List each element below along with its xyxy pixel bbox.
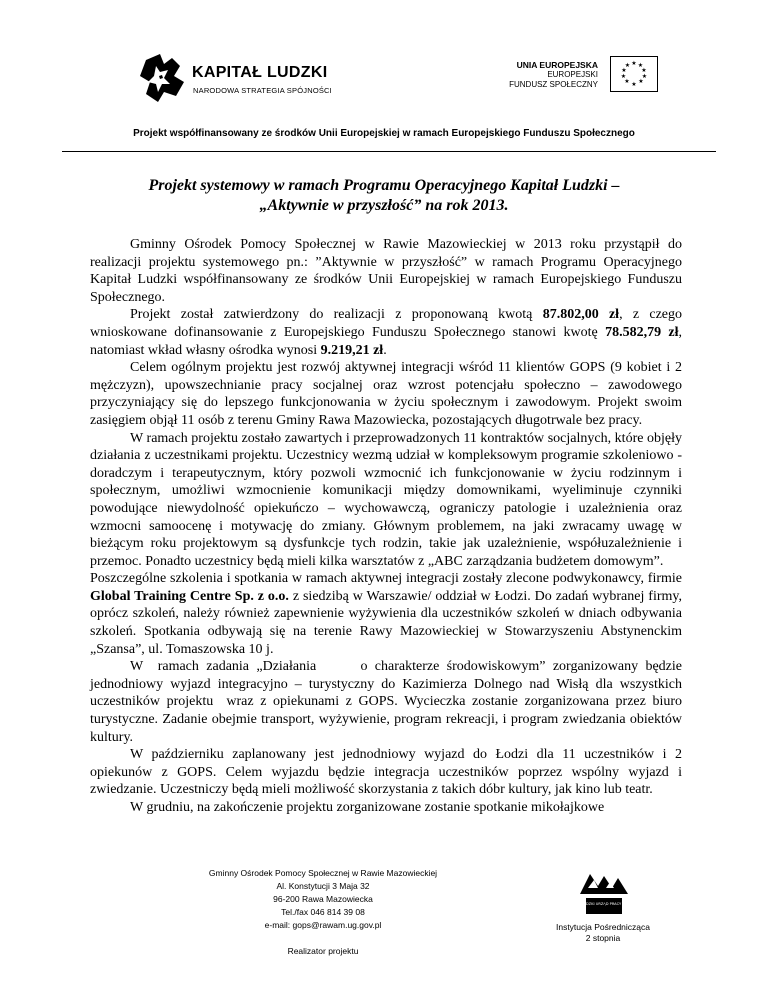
eu-text-block bbox=[509, 60, 598, 90]
wup-lodz-logo bbox=[569, 866, 639, 918]
title-line-1: Projekt systemowy w ramach Programu Operacyjnego Kapitał Ludzki – bbox=[148, 177, 620, 194]
paragraph-intro: Gminny Ośrodek Pomocy Społecznej w Rawie Mazowieckiej w 2013 roku przystąpił do realizacji projektu systemowego pn.: ”Aktywnie w przyszłość” w ramach Programu Operacyjnego Kapitał Ludzki współfinansowany ze środków Unii Europejskiej w ramach Europejskiego Funduszu Społecznego. bbox=[90, 237, 682, 305]
svg-text:★: ★ bbox=[620, 73, 627, 80]
trainings-text-a: Poszczególne szkolenia i spotkania w ramach aktywnej integracji zostały zlecone podwykonawcy, firmie bbox=[90, 571, 682, 587]
eu-line-2: EUROPEJSKI bbox=[547, 70, 598, 79]
svg-text:★: ★ bbox=[637, 62, 644, 69]
footer-city: 96-200 Rawa Mazowiecka bbox=[273, 894, 373, 904]
svg-text:★: ★ bbox=[631, 81, 637, 88]
header-divider bbox=[62, 151, 716, 152]
footer-email: e-mail: gops@rawam.ug.gov.pl bbox=[264, 920, 382, 930]
eu-line-3: FUNDUSZ SPOŁECZNY bbox=[509, 80, 598, 89]
document-body bbox=[90, 236, 686, 817]
svg-text:★: ★ bbox=[631, 60, 637, 67]
footer-street: Al. Konstytucji 3 Maja 32 bbox=[276, 881, 370, 891]
amount-total: 87.802,00 zł bbox=[542, 307, 620, 323]
funding-text-a: Projekt został zatwierdzony do realizacji z proponowaną kwotą bbox=[130, 307, 543, 323]
paragraph-funding bbox=[90, 306, 682, 359]
svg-text:★: ★ bbox=[638, 78, 644, 85]
instytucja-line-1: Instytucja Pośrednicząca bbox=[555, 922, 651, 932]
svg-text:★: ★ bbox=[641, 73, 648, 80]
funding-text-d: . bbox=[383, 342, 387, 358]
cofinanced-note: Projekt współfinansowany ze środków Unii Europejskiej w ramach Europejskiego Funduszu Społecznego bbox=[133, 128, 635, 139]
paragraph-trip-kazimierz: W ramach zadania „Działania o charakterze środowiskowym” zorganizowany będzie jednodniowy wyjazd integracyjno – turystyczny do Kazimierza Dolnego nad Wisłą dla wszystkich uczestników projektu wraz z opiekunami z GOPS. Wycieczka zostanie zorganizowana przez biuro turystyczne. Zadanie obejmie transport, wyżywienie, program rekreacji, i program zwiedzania obiektów kultury. bbox=[90, 659, 686, 745]
intermediate-institution bbox=[548, 922, 658, 944]
title-line-2: „Aktywnie w przyszłość” na rok 2013. bbox=[259, 197, 509, 214]
wup-logo-text: WOJEWÓDZKI URZĄD PRACY W ŁODZI bbox=[569, 902, 639, 906]
paragraph-december: W grudniu, na zakończenie projektu zorganizowane zostanie spotkanie mikołajkowe bbox=[130, 800, 605, 815]
svg-text:★: ★ bbox=[641, 67, 647, 74]
paragraph-contracts: W ramach projektu zostało zawartych i przeprowadzonych 11 kontraktów socjalnych, które objęły działania z uczestnikami projektu. Uczestnicy wezmą udział w kompleksowym programie szkoleniowo - doradczym i terapeutycznym, który pozwoli wzmocnić ich funkcjonowanie w życiu rodzinnym i społecznym, umożliwi wzmocnienie komunikacji między domownikami, wyeliminuje czynniki powodujące niewydolność opiekuńczo – wychowawczą, ograniczy patologie i uzależnienia oraz wzmocni samoocenę i motywację do zmiany. Głównym problemem, na jaki zwracamy uwagę w bieżącym roku projektowym są dysfunkcje tych rodzin, takie jak uzależnienie, współuzależnienie i przemoc. Ponadto uczestnicy będą mieli kilka warsztatów z „ABC zarządzania budżetem domowym”. bbox=[90, 430, 682, 569]
paragraph-goal: Celem ogólnym projektu jest rozwój aktywnej integracji wśród 11 klientów GOPS (9 kobiet i 2 mężczyzn), upowszechnianie pracy socjalnej oraz wzrost potencjału społeczno – zawodowego przyczyniający się do lepszego funkcjonowania w życiu społecznym i zawodowym. Projekt swoim zasięgiem objął 11 osób z terenu Gminy Rawa Mazowiecka, pozostających długotrwale bez pracy. bbox=[90, 360, 682, 428]
paragraph-trainings bbox=[90, 570, 682, 658]
page-header bbox=[0, 0, 768, 160]
eu-flag-icon bbox=[610, 56, 658, 92]
instytucja-line-2: 2 stopnia bbox=[585, 933, 621, 943]
paragraph-trip-lodz: W październiku zaplanowany jest jednodniowy wyjazd do Łodzi dla 11 uczestników i 2 opiekunów z GOPS. Celem wyjazdu będzie integracja uczestników poprzez wspólny wyjazd i zwiedzanie. Uczestniczy będą mieli możliwość skorzystania z takich dóbr kultury, jak kino lub teatr. bbox=[90, 747, 682, 798]
footer-address bbox=[183, 867, 463, 932]
svg-text:★: ★ bbox=[624, 78, 630, 85]
svg-text:★: ★ bbox=[621, 67, 627, 74]
kapital-ludzki-subtitle: NARODOWA STRATEGIA SPÓJNOŚCI bbox=[193, 86, 332, 95]
funding-text-b: , z czego wnioskowane dofinansowanie z Europejskiego Funduszu Społecznego stanowi kwotę bbox=[90, 307, 682, 340]
eu-line-1: UNIA EUROPEJSKA bbox=[516, 60, 598, 70]
company-name: Global Training Centre Sp. z o.o. bbox=[90, 588, 289, 604]
amount-own: 9.219,21 zł bbox=[320, 342, 384, 358]
kapital-ludzki-logo bbox=[138, 52, 188, 109]
svg-text:★: ★ bbox=[624, 62, 631, 69]
footer-phone: Tel./fax 046 814 39 08 bbox=[281, 907, 365, 917]
footer-org-name: Gminny Ośrodek Pomocy Społecznej w Rawie Mazowieckiej bbox=[208, 868, 438, 878]
page-title bbox=[60, 176, 708, 216]
amount-efs: 78.582,79 zł bbox=[605, 324, 679, 340]
kapital-ludzki-title: KAPITAŁ LUDZKI bbox=[192, 64, 328, 81]
footer-realizator: Realizator projektu bbox=[287, 946, 359, 956]
trainings-text-b: z siedzibą w Warszawie/ oddział w Łodzi. Do zadań wybranej firmy, oprócz szkoleń, należy również zapewnienie wyżywienia dla uczestników szkoleń w dniach odbywania szkoleń. Spotkania odbywają się na terenie Rawy Mazowieckiej w Stowarzyszeniu Abstynenckim „Szansa”, ul. Tomaszowska 10 j. bbox=[90, 588, 682, 657]
funding-text-c: , natomiast wkład własny ośrodka wynosi bbox=[90, 324, 682, 358]
